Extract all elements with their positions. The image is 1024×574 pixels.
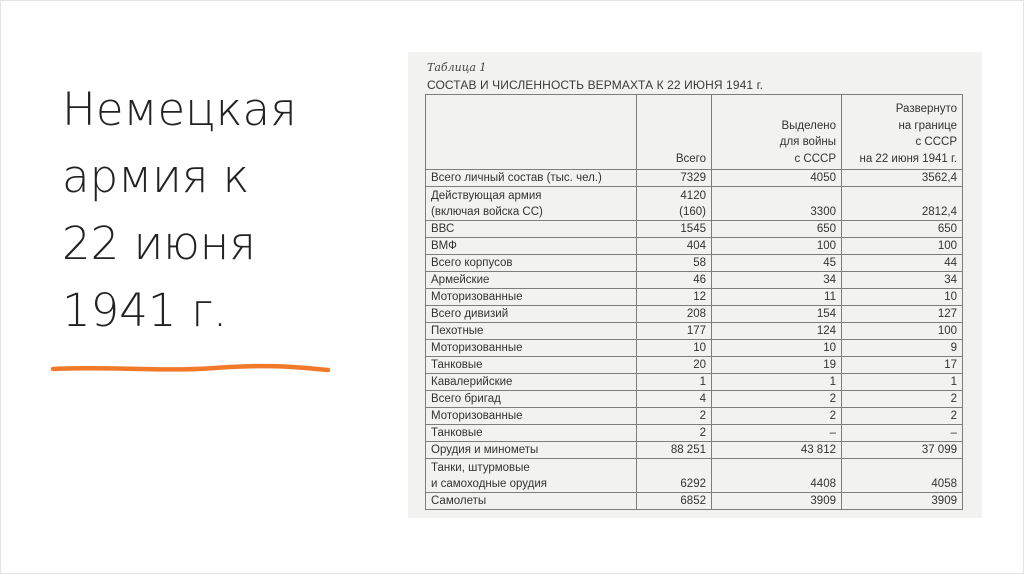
value-cell: 6292: [637, 459, 712, 493]
table-row: [426, 459, 963, 493]
value-cell: 650: [842, 221, 963, 238]
value-cell: 2: [637, 425, 712, 442]
header-cell: [426, 95, 637, 170]
value-cell: 46: [637, 272, 712, 289]
header-cell: Выделено для войны с СССР: [712, 95, 842, 170]
table-row: [426, 323, 963, 340]
value-cell: 2: [712, 408, 842, 425]
row-label-cell: Армейские: [426, 272, 637, 289]
value-cell: 404: [637, 238, 712, 255]
value-cell: 4408: [712, 459, 842, 493]
value-cell: –: [842, 425, 963, 442]
value-cell: –: [712, 425, 842, 442]
value-cell: 4120 (160): [637, 187, 712, 221]
title-line: 22 июня: [62, 217, 256, 270]
value-cell: 3300: [712, 187, 842, 221]
value-cell: 650: [712, 221, 842, 238]
header-cell: Всего: [637, 95, 712, 170]
value-cell: 2: [637, 408, 712, 425]
row-label-cell: Действующая армия (включая войска СС): [426, 187, 637, 221]
row-label-cell: Танковые: [426, 357, 637, 374]
value-cell: 100: [712, 238, 842, 255]
title-line: Немецкая: [62, 83, 297, 136]
value-cell: 9: [842, 340, 963, 357]
value-cell: 1: [712, 374, 842, 391]
table-row: [426, 238, 963, 255]
table-row: [426, 357, 963, 374]
row-label-cell: Всего дивизий: [426, 306, 637, 323]
value-cell: 4058: [842, 459, 963, 493]
value-cell: 2: [842, 408, 963, 425]
value-cell: 124: [712, 323, 842, 340]
value-cell: 20: [637, 357, 712, 374]
table-scan: [408, 52, 982, 518]
value-cell: 177: [637, 323, 712, 340]
row-label-cell: Моторизованные: [426, 408, 637, 425]
row-label-cell: Моторизованные: [426, 340, 637, 357]
value-cell: 2: [712, 391, 842, 408]
table-header-row: [426, 95, 963, 170]
value-cell: 154: [712, 306, 842, 323]
value-cell: 127: [842, 306, 963, 323]
table-row: [426, 374, 963, 391]
value-cell: 1: [637, 374, 712, 391]
value-cell: 4: [637, 391, 712, 408]
value-cell: 37 099: [842, 442, 963, 459]
value-cell: 1: [842, 374, 963, 391]
row-label-cell: Всего бригад: [426, 391, 637, 408]
value-cell: 4050: [712, 170, 842, 187]
title-line: 1941 г.: [62, 284, 228, 337]
row-label-cell: Кавалерийские: [426, 374, 637, 391]
row-label-cell: Танковые: [426, 425, 637, 442]
row-label-cell: Самолеты: [426, 493, 637, 510]
row-label-cell: Моторизованные: [426, 289, 637, 306]
row-label-cell: Всего корпусов: [426, 255, 637, 272]
table-row: [426, 255, 963, 272]
value-cell: 17: [842, 357, 963, 374]
value-cell: 1545: [637, 221, 712, 238]
table-row: [426, 272, 963, 289]
value-cell: 88 251: [637, 442, 712, 459]
title-underline: [50, 358, 332, 380]
value-cell: 100: [842, 323, 963, 340]
value-cell: 10: [712, 340, 842, 357]
table-caption: Таблица 1: [427, 61, 487, 74]
value-cell: 3562,4: [842, 170, 963, 187]
value-cell: 208: [637, 306, 712, 323]
table-row: [426, 187, 963, 221]
value-cell: 7329: [637, 170, 712, 187]
row-label-cell: Танки, штурмовые и самоходные орудия: [426, 459, 637, 493]
row-label-cell: Всего личный состав (тыс. чел.): [426, 170, 637, 187]
table-row: [426, 493, 963, 510]
row-label-cell: ВВС: [426, 221, 637, 238]
value-cell: 2: [842, 391, 963, 408]
row-label-cell: ВМФ: [426, 238, 637, 255]
value-cell: 34: [712, 272, 842, 289]
value-cell: 19: [712, 357, 842, 374]
value-cell: 6852: [637, 493, 712, 510]
value-cell: 3909: [842, 493, 963, 510]
value-cell: 100: [842, 238, 963, 255]
header-cell: Развернуто на границе с СССР на 22 июня 1941 г.: [842, 95, 963, 170]
row-label-cell: Орудия и минометы: [426, 442, 637, 459]
table-row: [426, 408, 963, 425]
value-cell: 34: [842, 272, 963, 289]
table-row: [426, 170, 963, 187]
table-row: [426, 391, 963, 408]
table-row: [426, 221, 963, 238]
row-label-cell: Пехотные: [426, 323, 637, 340]
value-cell: 10: [637, 340, 712, 357]
value-cell: 3909: [712, 493, 842, 510]
value-cell: 10: [842, 289, 963, 306]
table-row: [426, 306, 963, 323]
title-line: армия к: [62, 150, 250, 203]
table-row: [426, 340, 963, 357]
value-cell: 58: [637, 255, 712, 272]
table-title: СОСТАВ И ЧИСЛЕННОСТЬ ВЕРМАХТА К 22 ИЮНЯ 1941 г.: [427, 78, 764, 92]
value-cell: 11: [712, 289, 842, 306]
value-cell: 44: [842, 255, 963, 272]
wehrmacht-table: [425, 94, 963, 510]
value-cell: 12: [637, 289, 712, 306]
value-cell: 43 812: [712, 442, 842, 459]
slide-title: [62, 76, 362, 344]
table-row: [426, 289, 963, 306]
table-row: [426, 442, 963, 459]
value-cell: 45: [712, 255, 842, 272]
table-row: [426, 425, 963, 442]
value-cell: 2812,4: [842, 187, 963, 221]
